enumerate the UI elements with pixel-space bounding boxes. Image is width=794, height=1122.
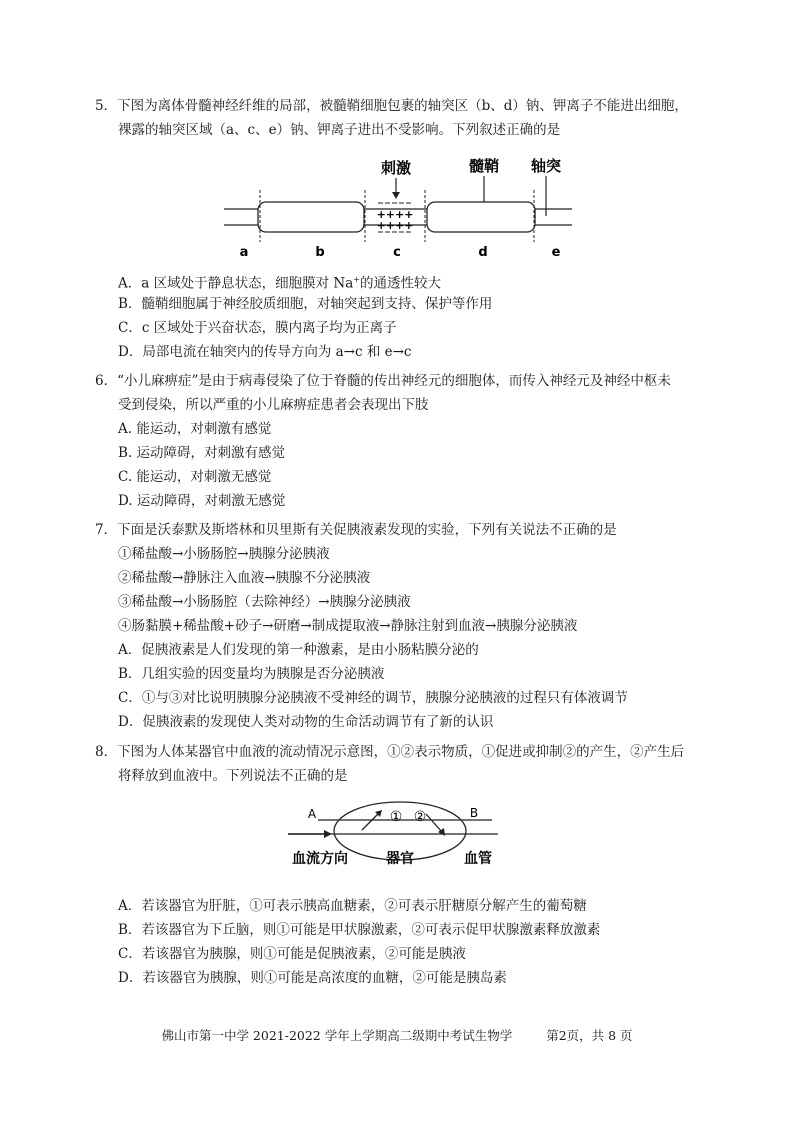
q6-option-d: D. 运动障碍，对刺激无感觉 bbox=[118, 493, 286, 509]
q5-option-a-text: A．a 区域处于静息状态，细胞膜对 Na bbox=[118, 275, 354, 292]
q7-option-d: D．促胰液素的发现使人类对动物的生命活动调节有了新的认识 bbox=[118, 714, 494, 730]
q8-option-d: D．若该器官为胰腺，则①可能是高浓度的血糖，②可能是胰岛素 bbox=[118, 970, 507, 986]
q6-stem-line1: 6．“小儿麻痹症”是由于病毒侵染了位于脊髓的传出神经元的细胞体，而传入神经元及神经中枢未 bbox=[95, 373, 671, 389]
q7-option-b: B．几组实验的因变量均为胰腺是否分泌胰液 bbox=[118, 666, 385, 682]
region-b-label: b bbox=[315, 245, 325, 260]
q5-stem-line1: 5．下图为离体骨髓神经纤维的局部，被髓鞘细胞包裹的轴突区（b、d）钠、钾离子不能进出细胞， bbox=[95, 98, 688, 114]
q6-option-b: B. 运动障碍，对刺激有感觉 bbox=[118, 445, 286, 461]
q7-option-c: C．①与③对比说明胰腺分泌胰液不受神经的调节，胰腺分泌胰液的过程只有体液调节 bbox=[118, 690, 628, 706]
axon-label: 轴突 bbox=[530, 157, 562, 175]
point-b-label: B bbox=[469, 806, 479, 820]
substance-1-label: ① bbox=[389, 809, 403, 825]
q7-experiment-1: ①稀盐酸→小肠肠腔→胰腺分泌胰液 bbox=[118, 546, 330, 562]
q8-stem-line1: 8．下图为人体某器官中血液的流动情况示意图，①②表示物质，①促进或抑制②的产生，②产生后 bbox=[95, 744, 685, 760]
point-a-label: A bbox=[307, 807, 317, 821]
q8-stem-line2: 将释放到血液中。下列说法不正确的是 bbox=[118, 768, 348, 784]
q6-stem-line2: 受到侵染，所以严重的小儿麻痹症患者会表现出下肢 bbox=[118, 397, 429, 413]
region-e-label: e bbox=[551, 245, 561, 260]
region-a-label: a bbox=[239, 245, 249, 260]
myelin-sheath-d bbox=[427, 202, 535, 232]
q5-option-a-text-end: 的通透性较大 bbox=[359, 275, 441, 292]
exam-title: 佛山市第一中学 2021-2022 学年上学期高二级期中考试生物学 bbox=[161, 1028, 513, 1043]
plus-charges-top: ++++ bbox=[376, 208, 414, 221]
page-footer bbox=[0, 1027, 794, 1045]
q7-experiment-3: ③稀盐酸→小肠肠腔（去除神经）→胰腺分泌胰液 bbox=[118, 594, 411, 610]
q6-option-a: A. 能运动，对刺激有感觉 bbox=[118, 421, 272, 437]
organ-label: 器官 bbox=[386, 851, 414, 867]
q7-experiment-2: ②稀盐酸→静脉注入血液→胰腺不分泌胰液 bbox=[118, 570, 371, 586]
region-c-label: c bbox=[393, 245, 401, 260]
q5-option-b: B．髓鞘细胞属于神经胶质细胞，对轴突起到支持、保护等作用 bbox=[118, 296, 493, 312]
q7-stem: 7．下面是沃泰默及斯塔林和贝里斯有关促胰液素发现的实验，下列有关说法不正确的是 bbox=[95, 522, 617, 538]
vessel-label: 血管 bbox=[464, 851, 492, 867]
page-number: 第2页，共 8 页 bbox=[546, 1028, 633, 1043]
stimulus-arrow-head bbox=[392, 192, 400, 199]
q6-option-c: C. 能运动，对刺激无感觉 bbox=[118, 469, 272, 485]
q5-stem-line2: 裸露的轴突区域（a、c、e）钠、钾离子进出不受影响。下列叙述正确的是 bbox=[118, 122, 561, 138]
region-d-label: d bbox=[478, 245, 488, 260]
myelin-sheath-b bbox=[258, 202, 364, 232]
q5-option-a-superscript: + bbox=[353, 275, 360, 284]
plus-charges-bottom: ++++ bbox=[376, 219, 414, 232]
flow-arrow-head bbox=[324, 830, 332, 838]
q5-option-d: D．局部电流在轴突内的传导方向为 a→c 和 e→c bbox=[118, 344, 412, 360]
substance-2-label: ② bbox=[413, 809, 427, 825]
q5-option-a bbox=[118, 270, 441, 294]
q5-option-c: C．c 区域处于兴奋状态，膜内离子均为正离子 bbox=[118, 320, 397, 336]
q8-option-a: A．若该器官为肝脏，①可表示胰高血糖素，②可表示肝糖原分解产生的葡萄糖 bbox=[118, 898, 587, 914]
q8-option-c: C．若该器官为胰腺，则①可能是促胰液素，②可能是胰液 bbox=[118, 946, 466, 962]
q7-experiment-4: ④肠黏膜+稀盐酸+砂子→研磨→制成提取液→静脉注射到血液→胰腺分泌胰液 bbox=[118, 618, 578, 634]
flow-direction-label: 血流方向 bbox=[292, 851, 348, 867]
nerve-fiber-figure bbox=[222, 150, 582, 262]
stimulus-label: 刺激 bbox=[380, 159, 412, 177]
q7-option-a: A．促胰液素是人们发现的第一种激素，是由小肠粘膜分泌的 bbox=[118, 642, 479, 658]
myelin-label: 髓鞘 bbox=[468, 157, 500, 175]
blood-flow-figure bbox=[280, 798, 520, 880]
q8-option-b: B．若该器官为下丘脑，则①可能是甲状腺激素，②可表示促甲状腺激素释放激素 bbox=[118, 922, 601, 938]
